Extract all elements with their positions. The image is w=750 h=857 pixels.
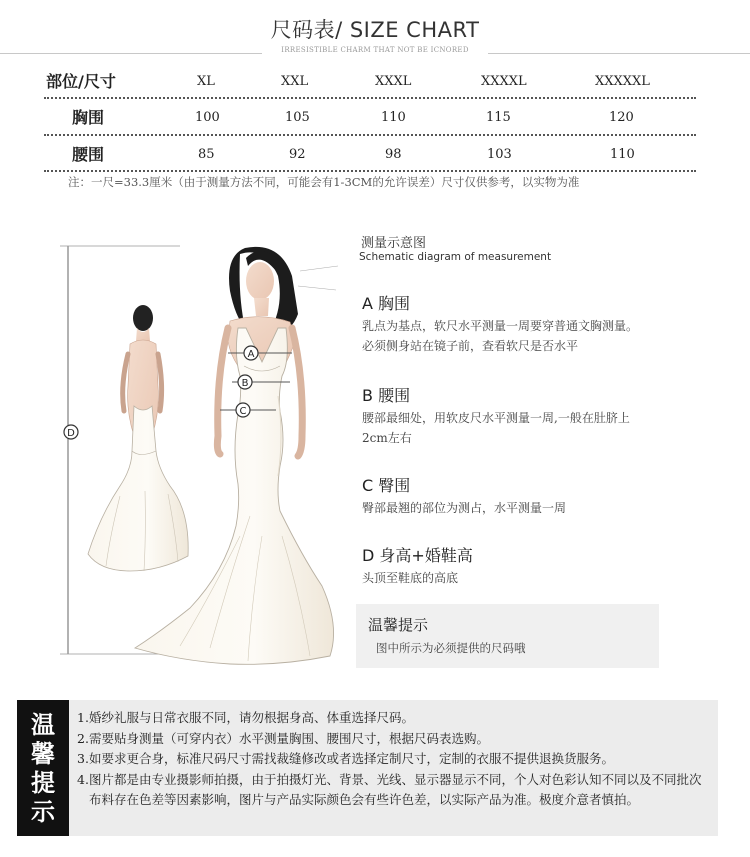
section-a-line-2: 必须侧身站在镜子前，查看软尺是否水平 [362, 339, 579, 353]
section-b-line-1: 腰部最细处，用软皮尺水平测量一周,一般在肚脐上 [362, 411, 630, 425]
notice-list [77, 708, 713, 811]
size-xl: XL [197, 74, 215, 89]
bust-value-xxxxl: 115 [486, 110, 511, 125]
list-item [77, 708, 713, 729]
size-table-header-label: 部位/尺寸 [46, 72, 116, 91]
section-a-line-1: 乳点为基点，软尺水平测量一周要穿普通文胸测量。 [362, 319, 639, 333]
row-label-bust: 胸围 [72, 108, 105, 127]
tip-box-text: 图中所示为必须提供的尺码哦 [376, 641, 526, 655]
notice-panel [17, 700, 718, 836]
gown-illustration [40, 236, 340, 676]
section-c-line-1: 臀部最翘的部位为测占，水平测量一周 [362, 501, 567, 515]
list-item [77, 749, 713, 770]
table-divider [44, 170, 696, 172]
section-a-heading: A 胸围 [362, 294, 411, 313]
front-view-figure [135, 247, 338, 665]
back-view-figure [88, 305, 188, 571]
marker-a-label: A [247, 349, 255, 360]
marker-d-label: D [67, 428, 75, 439]
size-note: 注：一尺=33.3厘米（由于测量方法不同，可能会有1-3CM的允许误差）尺寸仅供参考，以实物为准 [68, 175, 580, 189]
size-xxxxl: XXXXL [481, 74, 527, 89]
section-b-line-2: 2cm左右 [362, 431, 412, 445]
marker-c [236, 403, 250, 417]
bust-value-xxxl: 110 [381, 110, 406, 125]
size-xxxl: XXXL [375, 74, 412, 89]
measurement-subtitle: Schematic diagram of measurement [359, 251, 552, 263]
notice-badge [17, 700, 69, 836]
table-row-bust [44, 102, 696, 134]
gown-sketch [40, 236, 340, 676]
section-c-heading: C 臀围 [362, 476, 411, 495]
bust-value-xxxxxl: 120 [609, 110, 634, 125]
size-xxl: XXL [281, 74, 309, 89]
marker-c-label: C [239, 406, 247, 417]
list-item-text: 需要贴身测量（可穿内衣）水平测量胸围、腰围尺寸，根据尺码表选购。 [89, 730, 490, 746]
list-item-number: 1. [77, 710, 89, 725]
marker-b-label: B [241, 378, 249, 389]
waist-value-xl: 85 [198, 147, 215, 162]
bust-value-xl: 100 [195, 110, 220, 125]
list-item-text: 图片都是由专业摄影师拍摄，由于拍摄灯光、背景、光线、显示器显示不同，个人对色彩认知不同以及不同批次布料存在色差等因素影响，图片与产品实际颜色会有些许色差，以实际产品为准。极度介意者慎拍。 [89, 771, 702, 807]
table-divider [44, 97, 696, 99]
table-divider [44, 134, 696, 136]
notice-badge-char: 示 [31, 797, 55, 826]
waist-value-xxxl: 98 [385, 147, 402, 162]
list-item-number: 3. [77, 751, 89, 766]
row-label-waist: 腰围 [72, 145, 105, 164]
measurement-title: 测量示意图 [361, 236, 427, 251]
notice-badge-char: 提 [31, 768, 55, 797]
table-row-waist [44, 139, 696, 171]
marker-b [238, 375, 252, 389]
list-item [77, 770, 713, 811]
waist-value-xxl: 92 [289, 147, 306, 162]
page-subtitle: IRRESISTIBLE CHARM THAT NOT BE ICNORED [281, 46, 469, 54]
bust-value-xxl: 105 [285, 110, 310, 125]
size-xxxxxl: XXXXXL [595, 74, 650, 89]
section-b-heading: B 腰围 [362, 386, 411, 405]
page-title: 尺码表/ SIZE CHART [270, 18, 480, 42]
tip-box [356, 604, 659, 668]
marker-d [64, 425, 78, 439]
tip-box-title: 温馨提示 [368, 616, 429, 634]
marker-a [244, 346, 258, 360]
section-d-heading: D 身高+婚鞋高 [362, 546, 473, 565]
list-item-text: 婚纱礼服与日常衣服不同，请勿根据身高、体重选择尺码。 [89, 710, 415, 725]
waist-value-xxxxxl: 110 [610, 147, 635, 162]
notice-badge-char: 馨 [31, 739, 55, 768]
waist-value-xxxxl: 103 [487, 147, 512, 162]
list-item [77, 729, 713, 750]
list-item-text: 如要求更合身，标准尺码尺寸需找裁缝修改或者选择定制尺寸，定制的衣服不提供退换货服务。 [89, 751, 615, 766]
list-item-number: 2. [77, 730, 89, 746]
size-table-header-row [44, 66, 696, 98]
list-item-number: 4. [77, 771, 89, 787]
notice-badge-char: 温 [31, 710, 55, 739]
subtitle-bar [0, 46, 750, 60]
section-d-line-1: 头顶至鞋底的高底 [362, 571, 459, 585]
